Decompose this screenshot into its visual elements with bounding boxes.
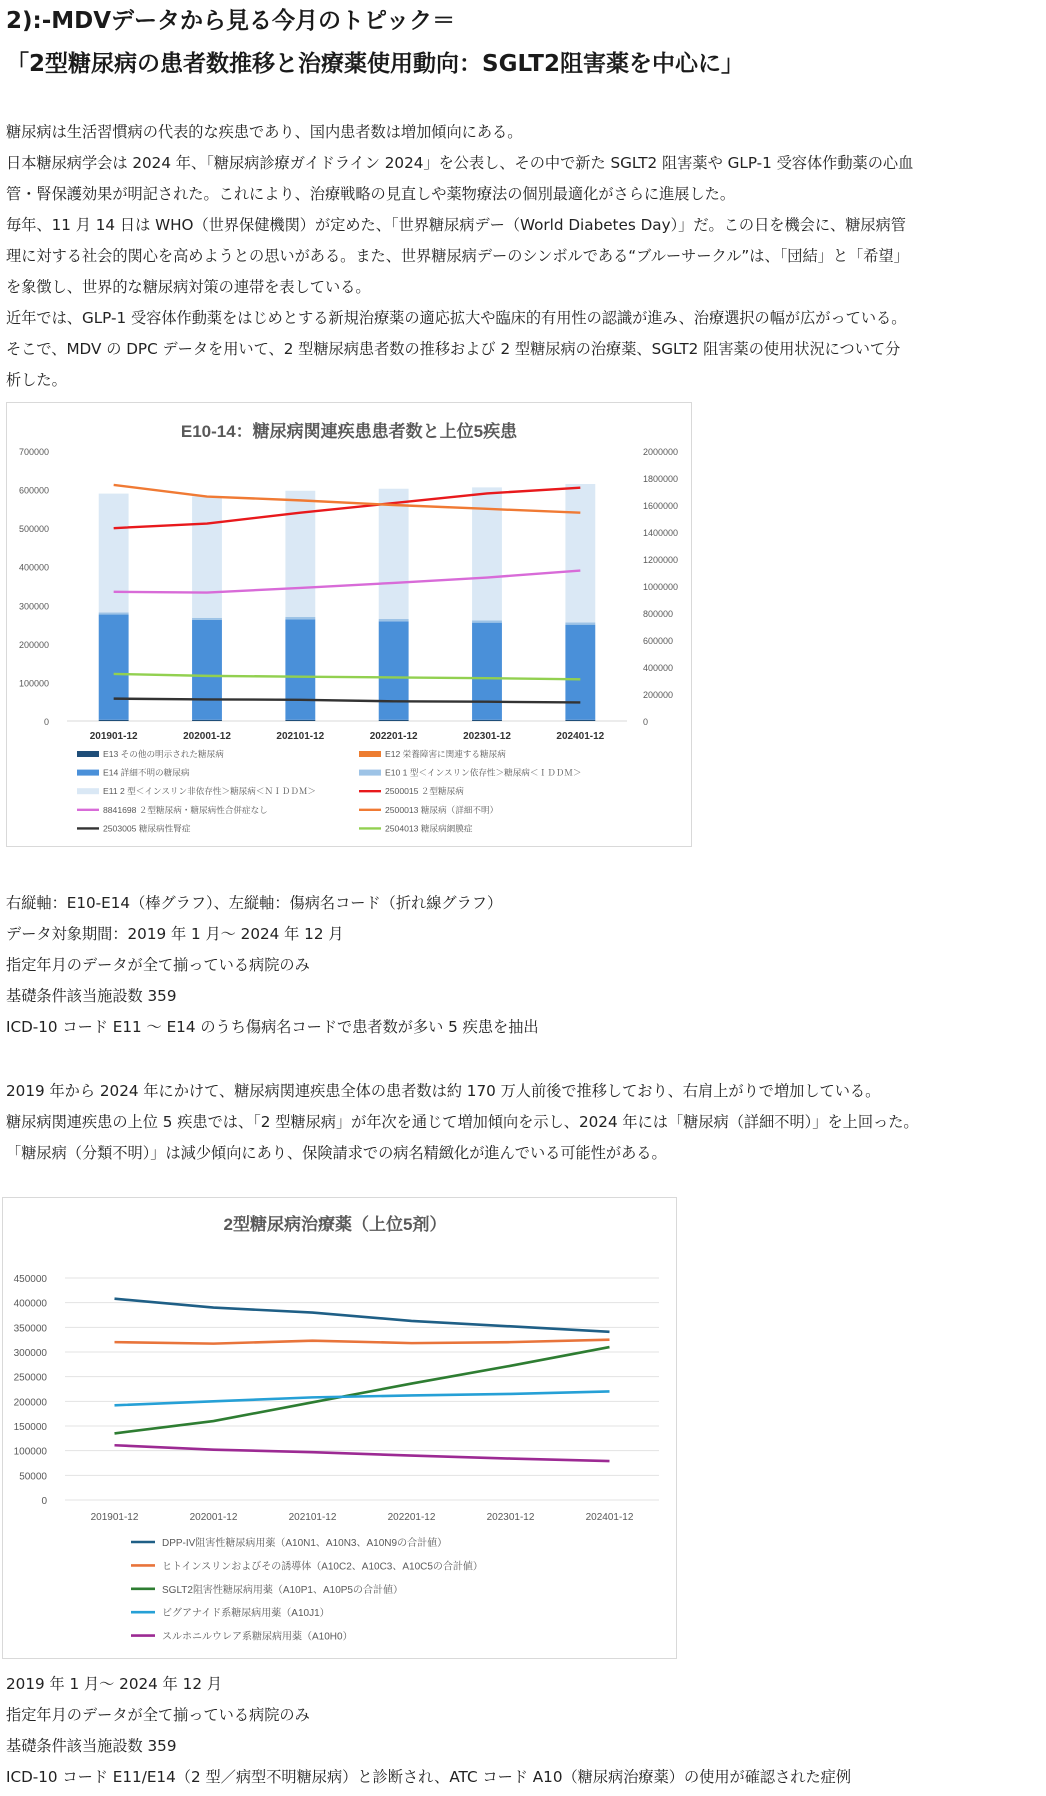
note-line: 指定年月のデータが全て揃っている病院のみ [6, 1706, 310, 1724]
chart2-y-tick: 250000 [13, 1372, 47, 1384]
chart1-legend-label: E10 1 型＜インスリン依存性＞糖尿病＜ＩＤＤＭ＞ [385, 767, 582, 778]
chart1-legend-swatch [77, 788, 99, 794]
chart2-legend-label: SGLT2阻害性糖尿病用薬（A10P1、A10P5の合計値） [162, 1584, 403, 1596]
chart1-legend-label: E11 2 型＜インスリン非依存性＞糖尿病＜ＮＩＤＤＭ＞ [103, 786, 317, 797]
note-line: 右縦軸：E10-E14（棒グラフ）、左縦軸：傷病名コード（折れ線グラフ） [6, 894, 503, 912]
chart1-right-tick: 1200000 [643, 555, 679, 565]
chart1-x-tick: 202001-12 [183, 731, 231, 742]
chart1-line-series [114, 699, 581, 703]
chart1-x-tick: 202101-12 [276, 731, 325, 742]
chart1-legend-label: 2500013 糖尿病（詳細不明） [385, 804, 499, 815]
chart1-bar-segment [192, 620, 222, 720]
chart1-bar-segment [99, 612, 129, 614]
intro-line: 近年では、GLP-1 受容体作動薬をはじめとする新規治療薬の適応拡大や臨床的有用性の認識が進み、治療選択の幅が広がっている。 [6, 309, 907, 327]
chart1-bar-segment [192, 720, 222, 721]
page-title-line1: 2):-MDVデータから見る今月のトピック＝ [6, 8, 456, 34]
chart2-line-series [115, 1445, 610, 1461]
chart2-y-tick: 400000 [13, 1298, 47, 1310]
chart1-legend-label: E13 その他の明示された糖尿病 [103, 749, 224, 759]
note-line: 指定年月のデータが全て揃っている病院のみ [6, 956, 310, 974]
chart2-x-tick: 202201-12 [387, 1512, 436, 1523]
chart1-bar-segment [472, 720, 502, 721]
chart1-legend-label: E14 詳細不明の糖尿病 [103, 767, 190, 778]
intro-paragraph [6, 117, 1042, 396]
intro-line: を象徴し、世界的な糖尿病対策の連帯を表している。 [6, 278, 371, 296]
chart-diabetes-diseases [6, 402, 692, 847]
chart1-bar-segment [285, 617, 315, 619]
chart1-right-tick: 200000 [643, 690, 674, 700]
note-line: 2019 年 1 月～ 2024 年 12 月 [6, 1675, 223, 1693]
intro-line: 毎年、11 月 14 日は WHO（世界保健機関）が定めた、「世界糖尿病デー（World Diabetes Day）」だ。この日を機会に、糖尿病管 [6, 216, 906, 234]
chart1-bar-segment [565, 625, 595, 720]
chart1-left-tick: 700000 [18, 447, 49, 457]
intro-line: 日本糖尿病学会は 2024 年、「糖尿病診療ガイドライン 2024」を公表し、その中で新た SGLT2 阻害薬や GLP-1 受容体作動薬の心血 [6, 154, 914, 172]
note-line: ICD-10 コード E11 ～ E14 のうち傷病名コードで患者数が多い 5 疾患を抽出 [6, 1018, 539, 1036]
chart1-legend-label: 2504013 糖尿病網膜症 [385, 823, 473, 834]
chart1-x-tick: 202401-12 [556, 731, 605, 742]
chart1-bar-segment [565, 484, 595, 622]
note-line: ICD-10 コード E11/E14（2 型／病型不明糖尿病）と診断され、ATC コード A10（糖尿病治療薬）の使用が確認された症例 [6, 1768, 852, 1786]
chart1-right-tick: 800000 [643, 609, 674, 619]
chart1-right-tick: 1800000 [643, 474, 679, 484]
chart2-x-tick: 202401-12 [585, 1512, 634, 1523]
chart1-left-tick: 100000 [18, 678, 49, 689]
chart1-legend-label: 8841698 ２型糖尿病・糖尿病性合併症なし [103, 804, 268, 815]
analysis-paragraph [6, 1076, 1042, 1169]
chart1-x-tick: 202301-12 [463, 731, 511, 742]
chart1-right-tick: 1000000 [643, 582, 679, 592]
chart2-y-tick: 100000 [13, 1446, 47, 1458]
chart2-y-tick: 300000 [13, 1348, 47, 1359]
chart1-bar-segment [99, 494, 129, 613]
chart1-bar-segment [565, 622, 595, 624]
chart2-y-tick: 350000 [13, 1323, 47, 1335]
chart2-notes [6, 1669, 1042, 1793]
chart2-legend-label: ビグアナイド系糖尿病用薬（A10J1） [162, 1608, 330, 1620]
chart1-legend-swatch [359, 751, 381, 757]
note-line: 基礎条件該当施設数 359 [6, 987, 177, 1005]
chart2-x-tick: 202101-12 [288, 1512, 337, 1523]
note-line: 基礎条件該当施設数 359 [6, 1737, 177, 1755]
analysis-line: 2019 年から 2024 年にかけて、糖尿病関連疾患全体の患者数は約 170 万人前後で推移しており、右肩上がりで増加している。 [6, 1082, 881, 1100]
chart2-legend-label: ヒトインスリンおよびその誘導体（A10C2、A10C3、A10C5の合計値） [162, 1561, 483, 1573]
chart1-bar-segment [379, 621, 409, 720]
chart1-bar-segment [379, 619, 409, 621]
chart1-notes [6, 888, 1042, 1043]
chart1-right-tick: 600000 [643, 636, 674, 646]
chart1-line-series [114, 674, 581, 679]
page-title-line2: 「2型糖尿病の患者数推移と治療薬使用動向：SGLT2阻害薬を中心に」 [6, 51, 744, 77]
chart1-legend-label: 2503005 糖尿病性腎症 [103, 823, 191, 834]
chart2-y-tick: 150000 [13, 1422, 47, 1433]
chart2-legend-label: スルホニルウレア系糖尿病用薬（A10H0） [162, 1631, 353, 1643]
analysis-line: 糖尿病関連疾患の上位 5 疾患では、「2 型糖尿病」が年次を通じて増加傾向を示し、2024 年には「糖尿病（詳細不明）」を上回った。 [6, 1113, 919, 1131]
chart1-left-tick: 0 [43, 717, 49, 727]
chart1-bar-segment [99, 615, 129, 720]
chart1-legend-swatch [359, 770, 381, 776]
chart2-x-tick: 202001-12 [189, 1512, 238, 1523]
chart2-title: 2型糖尿病治療薬（上位5剤） [223, 1215, 447, 1234]
chart2-y-tick: 0 [41, 1496, 47, 1507]
chart1-bar-segment [379, 720, 409, 721]
chart1-right-tick: 400000 [643, 663, 674, 673]
chart1-left-tick: 400000 [18, 562, 49, 573]
chart1-right-tick: 2000000 [643, 447, 679, 457]
intro-line: 糖尿病は生活習慣病の代表的な疾患であり、国内患者数は増加傾向にある。 [6, 123, 523, 141]
chart2-x-tick: 201901-12 [90, 1512, 139, 1523]
chart1-bar-segment [565, 720, 595, 721]
chart1-right-tick: 0 [643, 717, 649, 727]
chart1-x-tick: 201901-12 [89, 731, 138, 742]
chart1-bar-segment [285, 619, 315, 720]
chart2-svg [3, 1198, 676, 1658]
chart1-bar-segment [379, 489, 409, 619]
chart1-bar-segment [192, 618, 222, 620]
chart1-left-tick: 300000 [18, 601, 49, 612]
intro-line: 理に対する社会的関心を高めようとの思いがある。また、世界糖尿病デーのシンボルである“ブルーサークル”は、「団結」と「希望」 [6, 247, 909, 265]
chart1-right-tick: 1600000 [643, 501, 679, 511]
chart2-y-tick: 50000 [19, 1471, 47, 1483]
chart2-line-series [115, 1347, 610, 1433]
chart-t2d-drugs [2, 1197, 677, 1659]
chart1-bar-segment [192, 496, 222, 617]
note-line: データ対象期間：2019 年 1 月～ 2024 年 12 月 [6, 925, 344, 943]
intro-line: そこで、MDV の DPC データを用いて、2 型糖尿病患者数の推移および 2 型糖尿病の治療薬、SGLT2 阻害薬の使用状況について分 [6, 340, 901, 358]
chart1-legend-label: 2500015 ２型糖尿病 [385, 786, 464, 797]
chart2-x-tick: 202301-12 [486, 1512, 535, 1523]
chart1-right-tick: 1400000 [643, 528, 679, 538]
chart2-y-tick: 450000 [13, 1274, 47, 1285]
analysis-line: 「糖尿病（分類不明）」は減少傾向にあり、保険請求での病名精緻化が進んでいる可能性がある。 [6, 1144, 667, 1162]
chart2-line-series [115, 1340, 610, 1344]
chart1-svg [7, 403, 691, 846]
chart2-legend-label: DPP-IV阻害性糖尿病用薬（A10N1、A10N3、A10N9の合計値） [162, 1538, 448, 1549]
intro-line: 析した。 [6, 371, 67, 389]
chart1-bar-segment [472, 620, 502, 622]
chart2-y-tick: 200000 [13, 1397, 47, 1409]
chart1-x-tick: 202201-12 [369, 731, 418, 742]
chart1-bar-segment [472, 623, 502, 720]
chart1-title: E10-14：糖尿病関連疾患患者数と上位5疾患 [180, 422, 518, 441]
chart1-bar-segment [285, 491, 315, 617]
chart1-bar-segment [99, 720, 129, 721]
chart1-bar-segment [285, 720, 315, 721]
chart1-left-tick: 600000 [18, 485, 49, 496]
intro-line: 管・腎保護効果が明記された。これにより、治療戦略の見直しや薬物療法の個別最適化がさらに進展した。 [6, 185, 735, 203]
chart1-legend-label: E12 栄養障害に関連する糖尿病 [385, 749, 506, 759]
chart1-legend-swatch [77, 751, 99, 757]
chart1-line-series [114, 571, 581, 593]
chart2-line-series [115, 1299, 610, 1332]
chart1-legend-swatch [77, 770, 99, 776]
chart1-left-tick: 200000 [18, 639, 49, 650]
chart1-left-tick: 500000 [18, 524, 49, 535]
